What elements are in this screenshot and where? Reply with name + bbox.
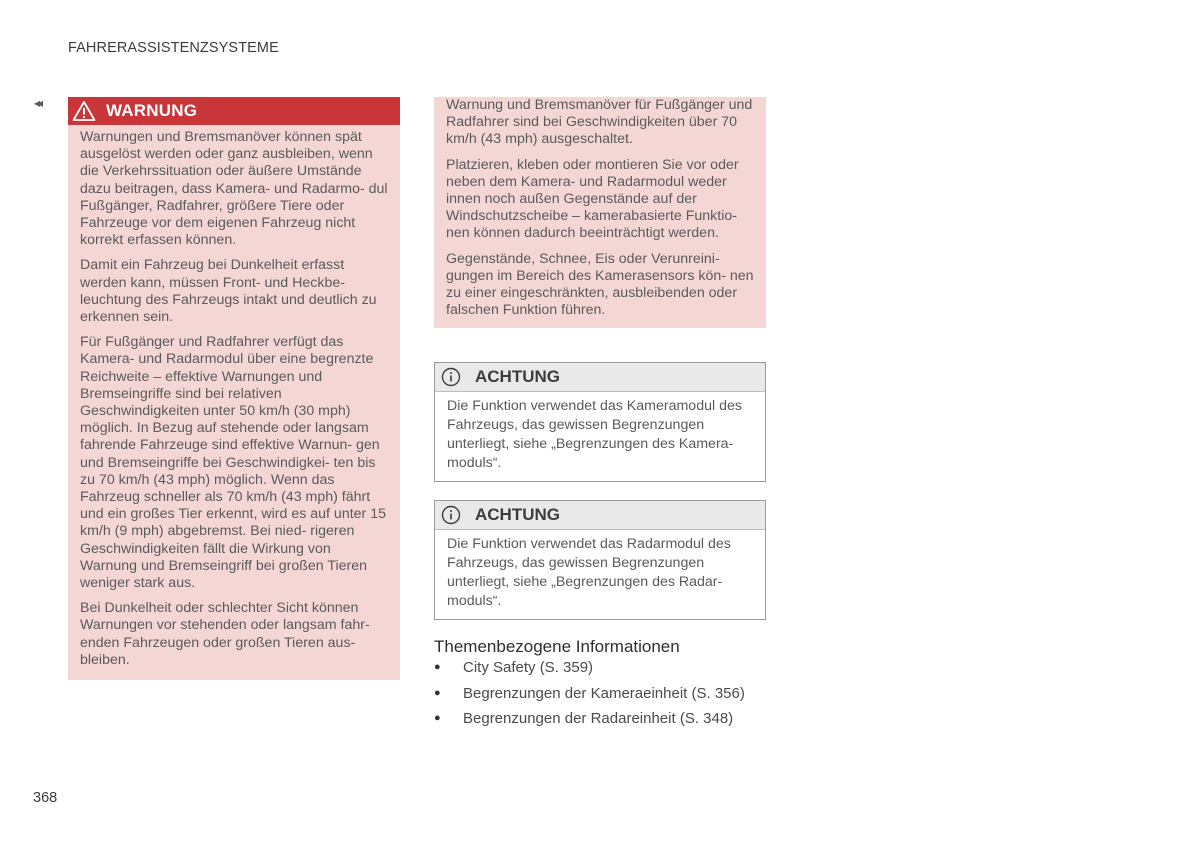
note-title: ACHTUNG: [475, 367, 560, 386]
info-circle-icon: [441, 505, 461, 525]
warning-paragraph: Warnung und Bremsmanöver für Fußgänger und Radfahrer sind bei Geschwindigkeiten über 70 km/h (43 mph) ausgeschaltet.: [446, 97, 753, 148]
bullet-icon: ●: [434, 712, 441, 724]
warning-header: [68, 97, 400, 125]
warning-paragraph: Bei Dunkelheit oder schlechter Sicht können Warnungen vor stehenden oder langsam fahr- enden Fahrzeugen oder großen Tieren aus- bleiben.: [80, 600, 370, 668]
warning-triangle-icon: [72, 100, 96, 122]
related-link-item[interactable]: [434, 709, 745, 735]
attention-note-radar: [434, 500, 766, 620]
bullet-icon: ●: [434, 661, 441, 673]
continued-marker-icon: ◂◂: [34, 96, 41, 110]
warning-paragraph: Damit ein Fahrzeug bei Dunkelheit erfasst werden kann, müssen Front- und Heckbe- leuchtung des Fahrzeugs intakt und deutlich zu erkennen sein.: [80, 257, 377, 326]
warning-continued-box: [434, 97, 766, 328]
note-header: [435, 501, 765, 530]
related-link-item[interactable]: [434, 684, 745, 710]
section-header: FAHRERASSISTENZSYSTEME: [68, 40, 279, 56]
warning-paragraph: Warnungen und Bremsmanöver können spät ausgelöst werden oder ganz ausbleiben, wenn die Verkehrssituation oder äußere Umstände dazu beitragen, dass Kamera- und Radarmo- dul Fußgänger, Radfahrer, größere Tiere oder Fahrzeuge vor dem eigenen Fahrzeug nicht korrekt erfassen können.: [80, 129, 388, 249]
info-circle-icon: [441, 367, 461, 387]
related-link-item[interactable]: [434, 658, 745, 684]
warning-paragraph: Für Fußgänger und Radfahrer verfügt das Kamera- und Radarmodul über eine begrenzte Reichweite – effektive Warnungen und Bremseingriffe sind bei relativen Geschwindigkeiten unter 50 km/h (30 mph) möglich. In Bezug auf stehende oder langsam fahrende Fahrzeuge sind effektive Warnun- gen und Bremseingriffe bei Geschwindigkei- ten bis zu 70 km/h (43 mph) möglich. Wenn das Fahrzeug schneller als 70 km/h (43 mph) fährt und ein großes Tier erkennt, wird es auf unter 15 km/h (9 mph) abgebremst. Bei nied- rigeren Geschwindigkeiten fällt die Wirkung von Warnung und Bremseingriff bei großen Tieren weniger stark aus.: [80, 334, 386, 592]
note-text: Die Funktion verwendet das Radarmodul des Fahrzeugs, das gewissen Begrenzungen unterliegt, siehe „Begrenzungen des Radar- moduls“.: [447, 536, 731, 609]
related-link-text[interactable]: Begrenzungen der Radareinheit (S. 348): [463, 710, 734, 727]
note-header: [435, 363, 765, 392]
related-link-text[interactable]: Begrenzungen der Kameraeinheit (S. 356): [463, 684, 745, 702]
warning-box: [68, 97, 400, 680]
warning-title: WARNUNG: [106, 101, 198, 120]
note-text: Die Funktion verwendet das Kameramodul des Fahrzeugs, das gewissen Begrenzungen unterliegt, siehe „Begrenzungen des Kamera- moduls“.: [447, 398, 742, 471]
related-link-text[interactable]: City Safety (S. 359): [463, 659, 594, 676]
warning-paragraph: Platzieren, kleben oder montieren Sie vor oder neben dem Kamera- und Radarmodul weder innen noch außen Gegenstände auf der Windschutzscheibe – kamerabasierte Funktio- nen können dadurch beeinträchtigt werden.: [446, 156, 739, 242]
warning-paragraph: Gegenstände, Schnee, Eis oder Verunreini- gungen im Bereich des Kamerasensors kön- nen zu einer eingeschränkten, ausbleibenden oder falschen Funktion führen.: [446, 250, 754, 319]
related-info-list: [434, 658, 745, 735]
related-info-title: Themenbezogene Informationen: [434, 637, 680, 656]
attention-note-camera: [434, 362, 766, 482]
note-title: ACHTUNG: [475, 505, 560, 524]
bullet-icon: ●: [434, 686, 441, 699]
page-number: 368: [33, 790, 58, 806]
